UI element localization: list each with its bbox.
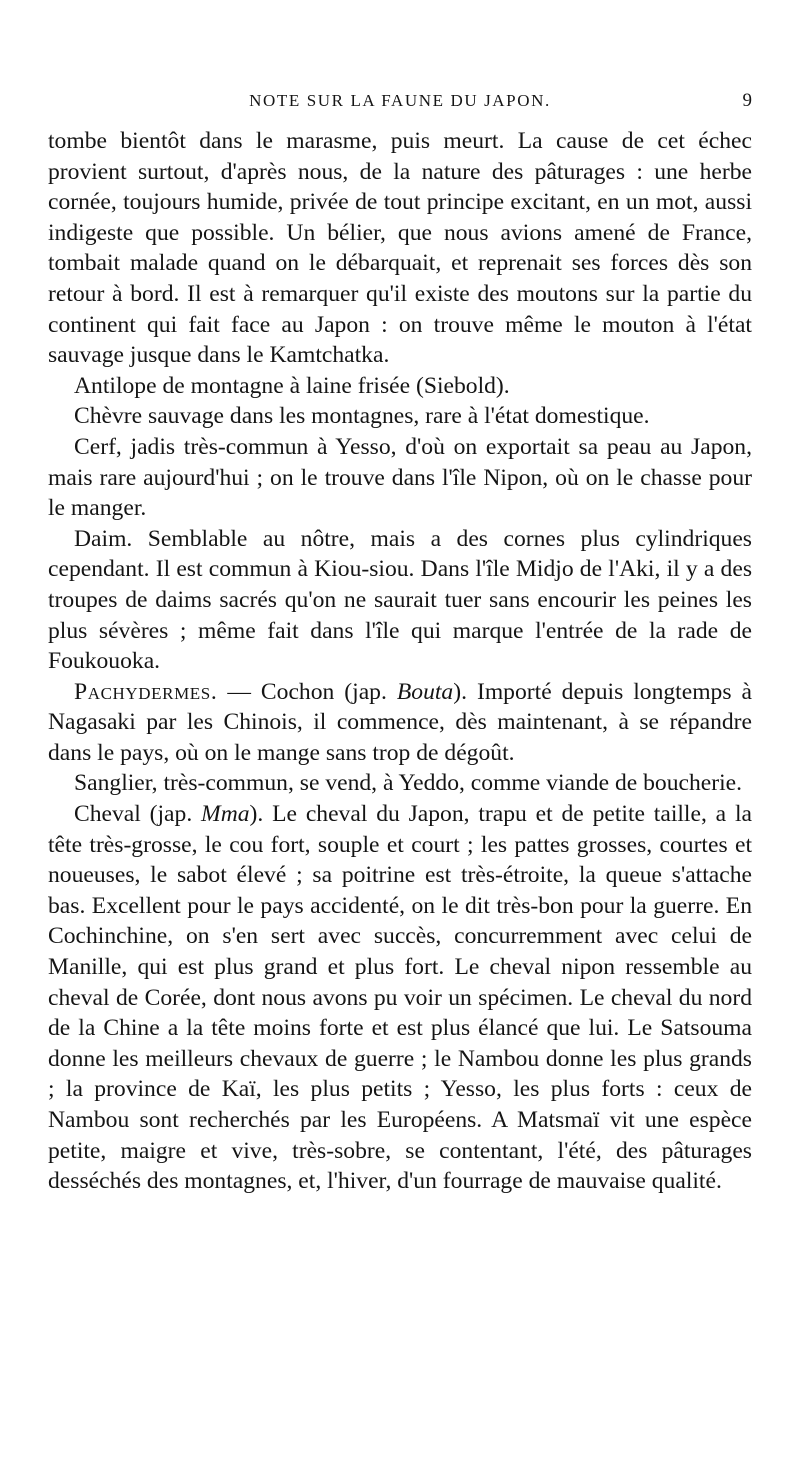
paragraph-chevre: Chèvre sauvage dans les montagnes, rare à l'état domestique. — [74, 403, 650, 430]
cochon-text-a: — Cochon (jap. — [217, 678, 397, 705]
cochon-text-b: ). Importé depuis longtemps à Nagasaki par les Chinois, il commence, dès maintenant, à se répandre dans le pays, où on le mange sans trop de dégoût. — [48, 678, 752, 766]
running-head — [48, 88, 752, 114]
body-text — [48, 126, 752, 1197]
paragraph-daim: Daim. Semblable au nôtre, mais a des cornes plus cylindriques cependant. Il est commun à Kiou-siou. Dans l'île Midjo de l'Aki, il y a des troupes de daims sacrés qu'on ne saurait tuer sans encourir les peines les plus sévères ; même fait dans l'île qui marque l'entrée de la rade de Foukouoka. — [48, 525, 752, 675]
paragraph-sheep-continued: tombe bientôt dans le marasme, puis meurt. La cause de cet échec provient surtout, d'après nous, de la nature des pâturages : une herbe cornée, toujours humide, privée de tout principe excitant, en un mot, aussi indigeste que possible. Un bélier, que nous avions amené de France, tombait malade quand on le débarquait, et reprenait ses forces dès son retour à bord. Il est à remarquer qu'il existe des moutons sur la partie du continent qui fait face au Japon : on trouve même le mouton à l'état sauvage jusque dans le Kamtchatka. — [48, 128, 752, 369]
section-heading-pachydermes: Pachydermes. — [74, 678, 218, 705]
page-number: 9 — [742, 90, 752, 111]
running-title: NOTE SUR LA FAUNE DU JAPON. — [249, 91, 551, 110]
paragraph-cerf: Cerf, jadis très-commun à Yesso, d'où on exportait sa peau au Japon, mais rare aujourd'hui ; on le trouve dans l'île Nipon, où on le chasse pour le manger. — [48, 433, 752, 522]
paragraph-cochon — [48, 677, 752, 769]
paragraph-sanglier: Sanglier, très-commun, se vend, à Yeddo, comme viande de boucherie. — [74, 770, 743, 797]
cheval-text-a: Cheval (jap. — [74, 801, 202, 828]
paragraph-antilope: Antilope de montagne à laine frisée (Siebold). — [74, 372, 510, 399]
paragraph-cheval — [48, 799, 752, 1197]
japanese-term-mma: Mma — [201, 801, 250, 828]
cheval-text-b: ). Le cheval du Japon, trapu et de petite taille, a la tête très-grosse, le cou fort, souple et court ; les pattes grosses, courtes et noueuses, le sabot élevé ; sa poitrine est très-étroite, la queue s'attache bas. Excellent pour le pays accidenté, on le dit très-bon pour la guerre. En Cochinchine, on s'en sert avec succès, concurremment avec celui de Manille, qui est plus grand et plus fort. Le cheval nipon ressemble au cheval de Corée, dont nous avons pu voir un spécimen. Le cheval du nord de la Chine a la tête moins forte et est plus élancé que lui. Le Satsouma donne les meilleurs chevaux de guerre ; le Nambou donne les plus grands ; la province de Kaï, les plus petits ; Yesso, les plus forts : ceux de Nambou sont recherchés par les Européens. A Matsmaï vit une espèce petite, maigre et vive, très-sobre, se contentant, l'été, des pâturages desséchés des montagnes, et, l'hiver, d'un fourrage de mauvaise qualité. — [48, 801, 752, 1195]
japanese-term-bouta: Bouta — [396, 678, 454, 705]
